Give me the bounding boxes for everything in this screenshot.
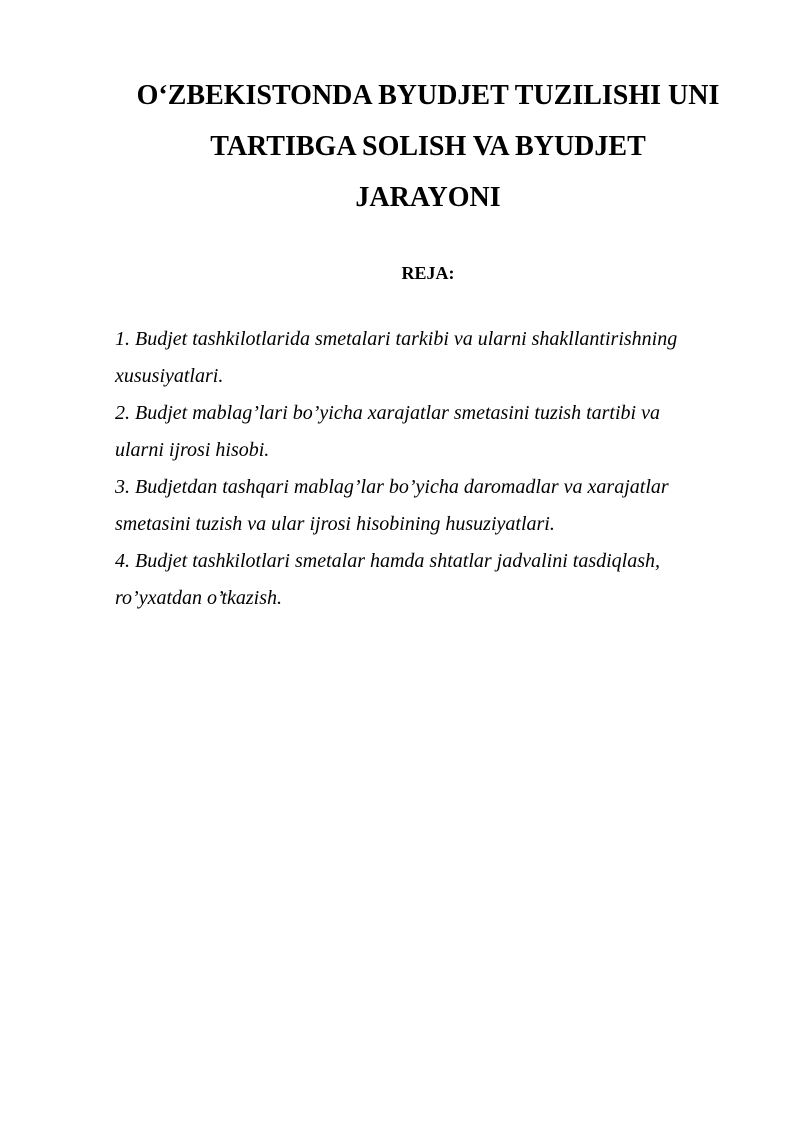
title-line-1: O‘ZBEKISTONDA BYUDJET TUZILISHI UNI [136,80,720,111]
plan-item-4-line-2: ro’yxatdan o’tkazish. [115,587,283,609]
plan-item-2 [115,395,735,469]
plan-item-1 [115,321,735,395]
title-line-3: JARAYONI [355,182,501,213]
plan-item-1-line-2: xususiyatlari. [115,365,224,387]
plan-item-2-line-1: 2. Budjet mablag’lari bo’yicha xarajatlar smetasini tuzish tartibi va [115,402,660,424]
plan-heading: REJA: [401,263,455,283]
plan-item-4-line-1: 4. Budjet tashkilotlari smetalar hamda shtatlar jadvalini tasdiqlash, [115,550,661,572]
plan-item-3-line-1: 3. Budjetdan tashqari mablag’lar bo’yicha daromadlar va xarajatlar [115,476,669,498]
plan-item-1-line-1: 1. Budjet tashkilotlarida smetalari tarkibi va ularni shakllantirishning [115,328,678,350]
plan-item-3 [115,469,735,543]
title-line-2: TARTIBGA SOLISH VA BYUDJET [210,131,646,162]
plan-item-2-line-2: ularni ijrosi hisobi. [115,439,270,461]
plan-item-3-line-2: smetasini tuzish va ular ijrosi hisobining husuziyatlari. [115,513,555,535]
document-title [80,70,776,223]
plan-list [115,321,735,617]
plan-item-4 [115,543,735,617]
